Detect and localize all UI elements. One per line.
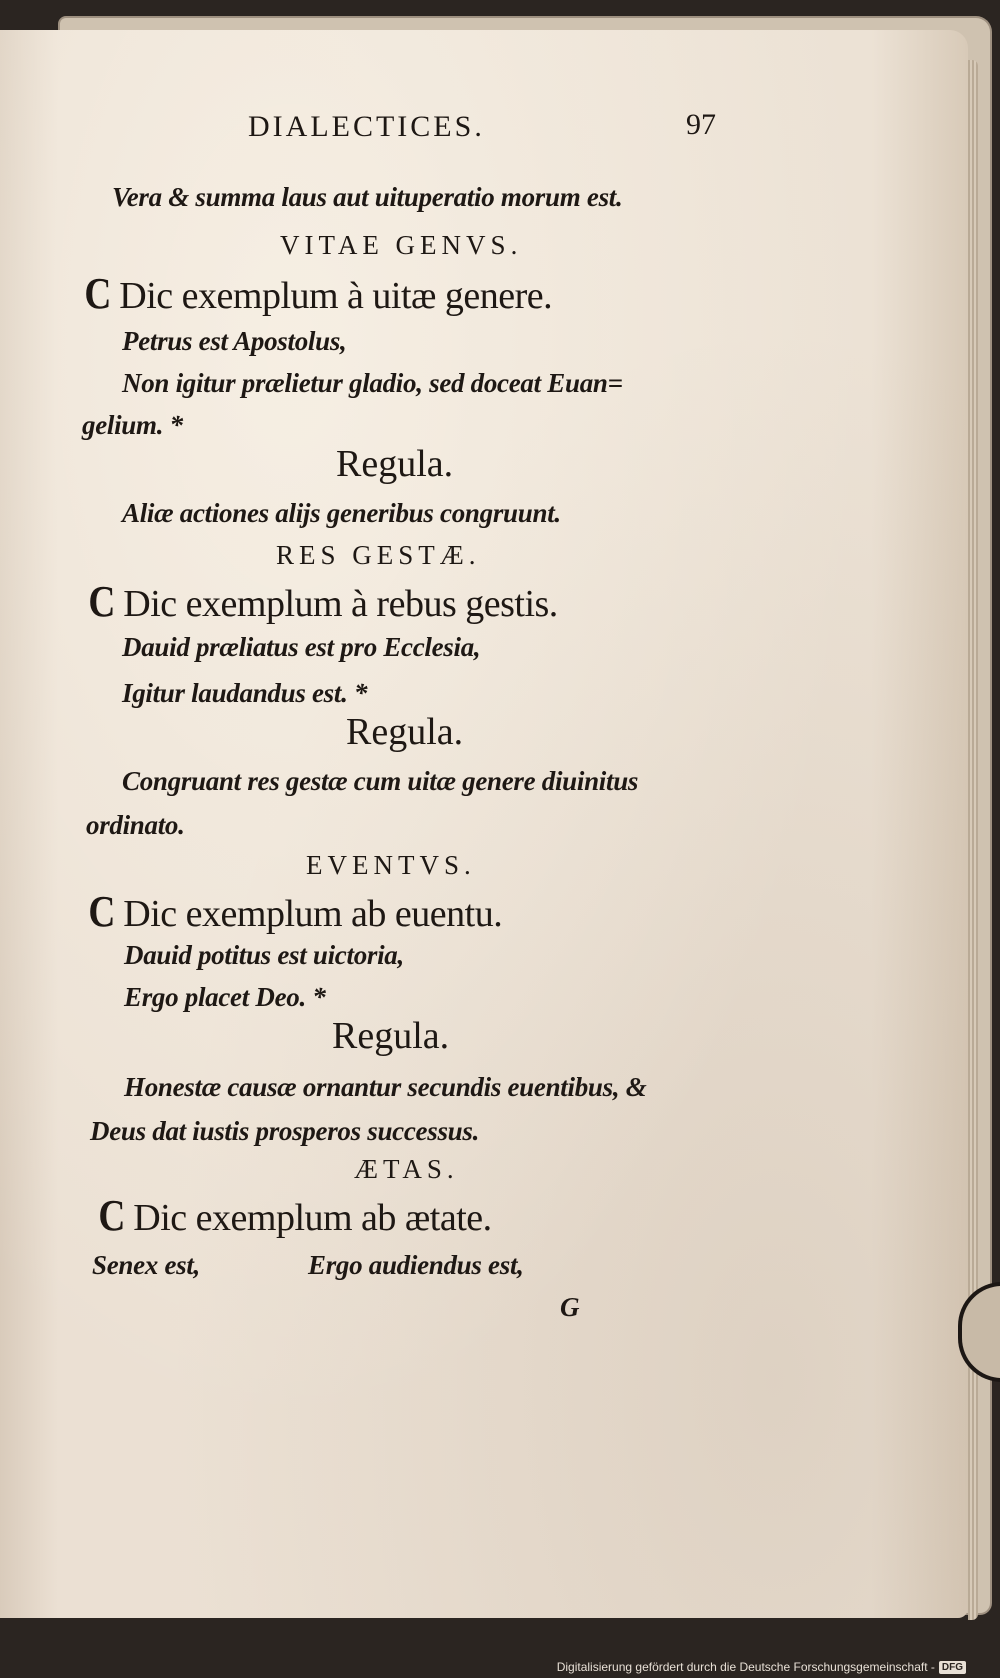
page-number: 97 (686, 108, 716, 141)
section-heading-aetas: ÆTAS. (354, 1154, 459, 1184)
example-heading-text: Dic exemplum à uitæ genere. (119, 275, 553, 317)
text-line: Aliæ actiones alijs generibus congruunt. (122, 498, 561, 528)
page-text (0, 30, 968, 1618)
dfg-logo: DFG (939, 1661, 966, 1674)
page-fore-edge (968, 60, 978, 1620)
text-line: Senex est, (92, 1250, 200, 1280)
example-heading-text: Dic exemplum ab euentu. (123, 893, 503, 935)
text-line: Non igitur prælietur gladio, sed doceat Euan= (122, 368, 623, 398)
signature-mark: G (560, 1292, 580, 1322)
text-line: Honestæ causæ ornantur secundis euentibus, & (124, 1072, 647, 1102)
text-line: Petrus est Apostolus, (122, 326, 347, 356)
text-line: Ergo audiendus est, (308, 1250, 524, 1280)
text-line: Igitur laudandus est. * (122, 678, 368, 708)
text-line: Ergo placet Deo. * (124, 982, 326, 1012)
section-heading-vitae-genus: VITAE GENVS. (280, 230, 523, 260)
running-title: DIALECTICES. (248, 110, 485, 143)
digitization-credit (557, 1660, 966, 1674)
example-heading-text: Dic exemplum ab ætate. (133, 1197, 492, 1239)
text-line: Deus dat iustis prosperos successus. (90, 1116, 480, 1146)
regula-heading: Regula. (332, 1015, 450, 1057)
pilcrow-icon: C (88, 887, 115, 936)
example-heading (82, 268, 552, 319)
text-line: gelium. * (82, 410, 183, 440)
example-heading (96, 1190, 492, 1241)
pilcrow-icon: C (98, 1191, 125, 1240)
example-heading (86, 886, 502, 937)
text-line: ordinato. (86, 810, 185, 840)
text-line: Vera & summa laus aut uituperatio morum est. (112, 182, 623, 212)
section-heading-eventus: EVENTVS. (306, 850, 476, 880)
credit-text: Digitalisierung gefördert durch die Deutsche Forschungsgemeinschaft - (556, 1660, 935, 1674)
example-heading-text: Dic exemplum à rebus gestis. (123, 583, 558, 625)
example-heading (86, 576, 558, 627)
pilcrow-icon: C (88, 577, 115, 626)
pilcrow-icon: C (84, 269, 111, 318)
section-heading-res-gestae: RES GESTÆ. (276, 540, 481, 570)
text-line: Dauid potitus est uictoria, (124, 940, 404, 970)
book-page (0, 30, 968, 1618)
regula-heading: Regula. (336, 443, 454, 485)
text-line: Congruant res gestæ cum uitæ genere diuinitus (122, 766, 639, 796)
text-line: Dauid præliatus est pro Ecclesia, (122, 632, 481, 662)
regula-heading: Regula. (346, 711, 464, 753)
